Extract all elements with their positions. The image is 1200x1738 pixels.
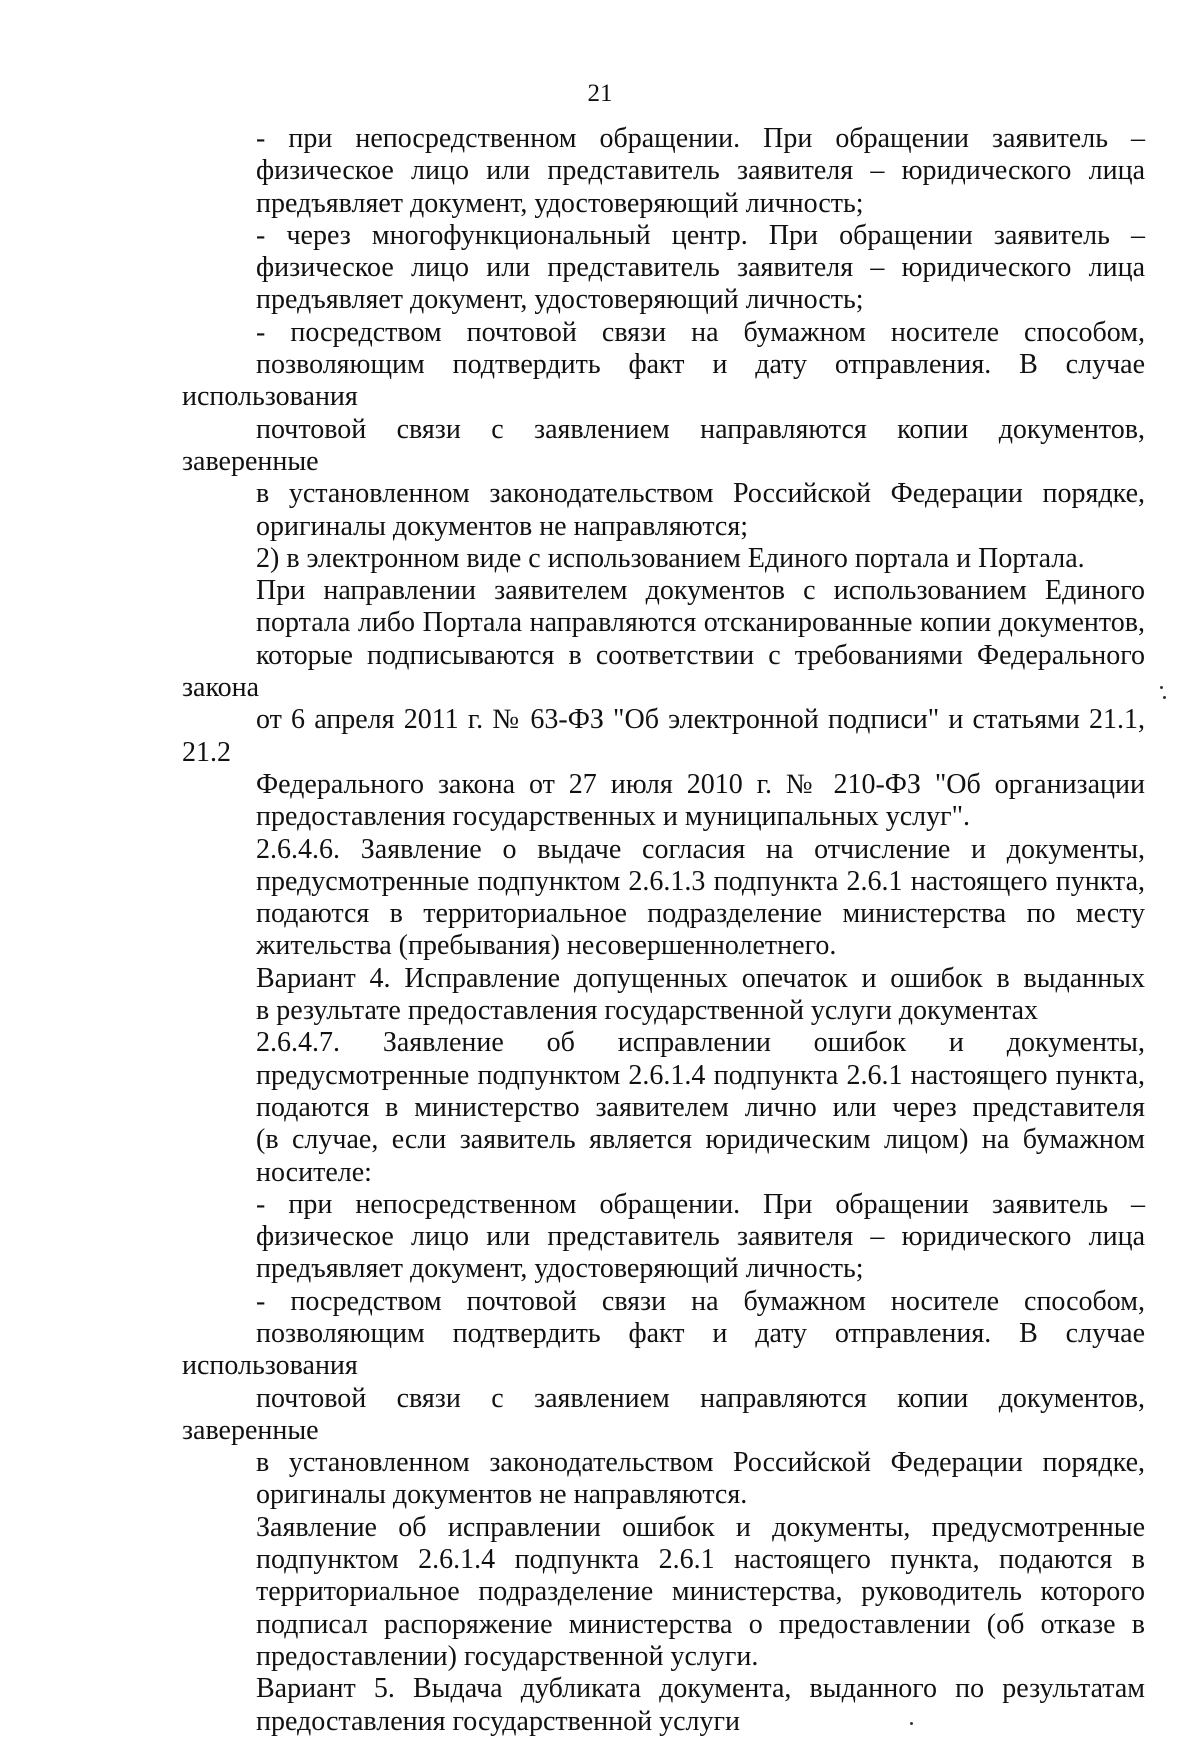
text-line: позволяющим подтвердить факт и дату отправления. В случае использования [182, 1317, 1145, 1382]
text-line: в установленном законодательством Российской Федерации порядке, [256, 478, 1145, 510]
paragraph-p6 [182, 834, 1145, 963]
scan-speck [1163, 696, 1166, 699]
scan-speck [1160, 686, 1163, 689]
text-line: в результате предоставления государственной услуги документах [256, 995, 1039, 1027]
text-line: жительства (пребывания) несовершеннолетнего. [256, 930, 837, 962]
text-line: Заявление об исправлении ошибок и документы, предусмотренные [256, 1511, 1145, 1543]
text-line: физическое лицо или представитель заявителя – юридического лица [256, 155, 1145, 187]
text-line: - посредством почтовой связи на бумажном носителе способом, [256, 316, 1145, 348]
text-line: оригиналы документов не направляются; [256, 510, 748, 542]
text-line: Вариант 4. Исправление допущенных опечаток и ошибок в выданных [256, 962, 1145, 994]
text-line: почтовой связи с заявлением направляются копии документов, заверенные [182, 413, 1145, 477]
scan-speck [910, 1722, 913, 1725]
page-number: 21 [587, 80, 613, 107]
text-line: позволяющим подтвердить факт и дату отправления. В случае использования [182, 349, 1145, 413]
text-line: территориальное подразделение министерства, руководитель которого [256, 1576, 1145, 1608]
paragraph-p10 [182, 1286, 1145, 1512]
text-line: - при непосредственном обращении. При обращении заявитель – [256, 1188, 1145, 1220]
text-line: предоставления государственных и муниципальных услуг". [256, 801, 971, 833]
text-line: (в случае, если заявитель является юридическим лицом) на бумажном [256, 1124, 1145, 1156]
text-line: оригиналы документов не направляются. [256, 1479, 748, 1511]
text-line: предъявляет документ, удостоверяющий личность; [256, 1253, 864, 1285]
text-line: от 6 апреля 2011 г. № 63-ФЗ "Об электронной подписи" и статьями 21.1, 21.2 [182, 704, 1145, 768]
paragraph-p11 [182, 1512, 1145, 1673]
text-line: физическое лицо или представитель заявителя – юридического лица [256, 252, 1145, 284]
paragraph-p7 [182, 963, 1145, 1028]
text-line: - при непосредственном обращении. При обращении заявитель – [256, 123, 1145, 154]
text-line: предъявляет документ, удостоверяющий личность; [256, 187, 864, 219]
paragraph-p9 [182, 1189, 1145, 1286]
text-line: При направлении заявителем документов с использованием Единого [256, 575, 1145, 607]
text-line: в установленном законодательством Российской Федерации порядке, [256, 1447, 1145, 1479]
text-line: предусмотренные подпунктом 2.6.1.3 подпункта 2.6.1 настоящего пункта, [256, 865, 1145, 897]
paragraph-p5 [182, 575, 1145, 833]
text-line: предъявляет документ, удостоверяющий личность; [256, 284, 864, 316]
text-line: предоставления государственной услуги [256, 1705, 740, 1737]
text-line: подаются в территориальное подразделение министерства по месту [256, 898, 1145, 930]
text-line: подписал распоряжение министерства о предоставлении (об отказе в [256, 1608, 1145, 1640]
text-line: 2.6.4.7. Заявление об исправлении ошибок и документы, [256, 1027, 1145, 1059]
text-line: Федерального закона от 27 июля 2010 г. № 210-ФЗ "Об организации [256, 768, 1145, 800]
paragraph-p12 [182, 1673, 1145, 1738]
paragraph-p4 [182, 543, 1145, 575]
text-line: почтовой связи с заявлением направляются копии документов, заверенные [182, 1382, 1145, 1446]
paragraph-p3 [182, 317, 1145, 543]
text-line: - через многофункциональный центр. При обращении заявитель – [256, 219, 1145, 251]
text-line: носителе: [256, 1156, 372, 1188]
text-line: Вариант 5. Выдача дубликата документа, выданного по результатам [256, 1673, 1145, 1705]
text-line: предоставлении) государственной услуги. [256, 1640, 759, 1672]
text-line: - посредством почтовой связи на бумажном носителе способом, [256, 1285, 1145, 1317]
text-line: 2.6.4.6. Заявление о выдаче согласия на отчисление и документы, [256, 833, 1145, 865]
paragraph-p8 [182, 1027, 1145, 1188]
text-line: 2) в электронном виде с использованием Единого портала и Портала. [256, 542, 1085, 574]
text-line: которые подписываются в соответствии с требованиями Федерального закона [182, 639, 1145, 704]
text-line: портала либо Портала направляются отсканированные копии документов, [256, 607, 1145, 639]
document-body [182, 123, 1145, 1738]
paragraph-p1 [182, 123, 1145, 220]
text-line: физическое лицо или представитель заявителя – юридического лица [256, 1221, 1145, 1253]
paragraph-p2 [182, 220, 1145, 317]
text-line: предусмотренные подпунктом 2.6.1.4 подпункта 2.6.1 настоящего пункта, [256, 1059, 1145, 1091]
text-line: подпунктом 2.6.1.4 подпункта 2.6.1 настоящего пункта, подаются в [256, 1544, 1145, 1576]
text-line: подаются в министерство заявителем лично или через представителя [256, 1091, 1145, 1123]
